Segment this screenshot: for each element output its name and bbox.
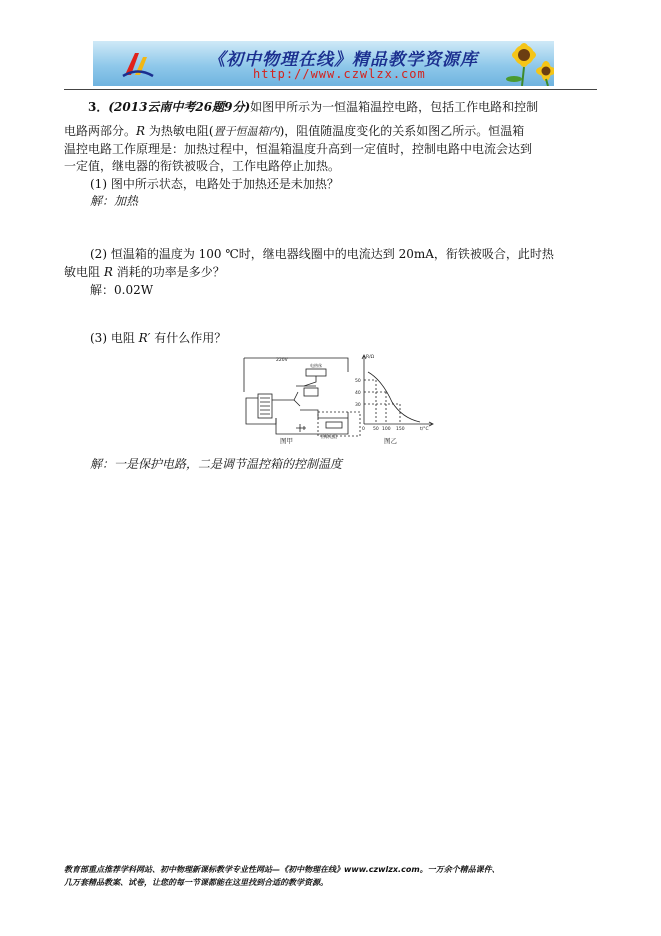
q2-text-a: 敏电阻 — [64, 265, 104, 279]
problem-intro-line-3: 温控电路工作原理是：加热过程中，恒温箱温度升高到一定值时，控制电路中电流会达到 — [64, 142, 533, 156]
y-tick-30: 30 — [355, 403, 361, 408]
header-rule — [64, 89, 597, 90]
sunflower-icon — [484, 41, 554, 86]
y-tick-40: 40 — [355, 391, 361, 396]
answer-1: 解：加热 — [90, 194, 139, 208]
heater-label: 电热丝 — [310, 363, 322, 368]
header-banner — [93, 41, 554, 86]
problem-source: (2013云南中考26题9分) — [108, 100, 251, 114]
answer-2: 解：0.02W — [90, 283, 154, 297]
q2-resistor-symbol: R — [103, 265, 113, 279]
q2-text-b: 消耗的功率是多少？ — [112, 265, 225, 279]
footer-line-1: 教育部重点推荐学科网站、初中物理新课标教学专业性网站—《初中物理在线》www.czwlzx.com。一万余个精品课件、 — [64, 865, 500, 874]
caption-figure-b: 图乙 — [384, 437, 397, 444]
banner-url: http://www.czwlzx.com — [253, 67, 426, 81]
problem-intro-line-2 — [64, 123, 524, 140]
resistor-symbol: R — [136, 124, 146, 138]
circuit-figure — [236, 352, 436, 444]
intro-text-1: 如图甲所示为一恒温箱温控电路，包括工作电路和控制 — [250, 100, 539, 114]
y-tick-50: 50 — [355, 379, 361, 384]
site-logo-icon — [121, 49, 155, 79]
problem-intro-line-4: 一定值，继电器的衔铁被吸合，工作电路停止加热。 — [64, 159, 341, 173]
problem-intro-line-1 — [88, 99, 538, 115]
question-2-line-2 — [64, 264, 225, 280]
caption-figure-a: 图甲 — [280, 437, 293, 444]
intro-text-2c: )，阻值随温度变化的关系如图乙所示。恒温箱 — [279, 124, 525, 138]
x-tick-50: 50 — [373, 427, 379, 432]
question-2-line-1: (2) 恒温箱的温度为 100 ℃时，继电器线圈中的电流达到 20mA，衔铁被吸合，此时热 — [90, 247, 554, 261]
thermistor-label: 热敏电阻 — [321, 434, 337, 439]
intro-note: 置于恒温箱内 — [213, 125, 280, 138]
x-tick-100: 100 — [382, 427, 391, 432]
intro-text-2b: 为热敏电阻( — [145, 124, 214, 138]
banner-title: 《初中物理在线》精品教学资源库 — [208, 50, 478, 70]
intro-text-2a: 电路两部分。 — [64, 124, 137, 138]
x-tick-0: 0 — [362, 427, 365, 432]
question-3 — [90, 330, 226, 346]
footer-line-2: 几万套精品教案、试卷，让您的每一节课都能在这里找到合适的教学资源。 — [64, 878, 328, 887]
problem-number: 3． — [88, 100, 109, 114]
voltage-label: 220V — [276, 358, 288, 363]
q3-resistor-symbol: R′ — [138, 331, 151, 345]
x-tick-150: 150 — [396, 427, 405, 432]
q3-text-a: (3) 电阻 — [90, 331, 139, 345]
question-1: (1) 图中所示状态，电路处于加热还是未加热？ — [90, 177, 339, 191]
q3-text-b: 有什么作用？ — [150, 331, 227, 345]
graph-xlabel: t/°C — [420, 427, 429, 432]
graph-ylabel: R/Ω — [366, 355, 375, 360]
answer-3: 解：一是保护电路，二是调节温控箱的控制温度 — [90, 457, 343, 471]
